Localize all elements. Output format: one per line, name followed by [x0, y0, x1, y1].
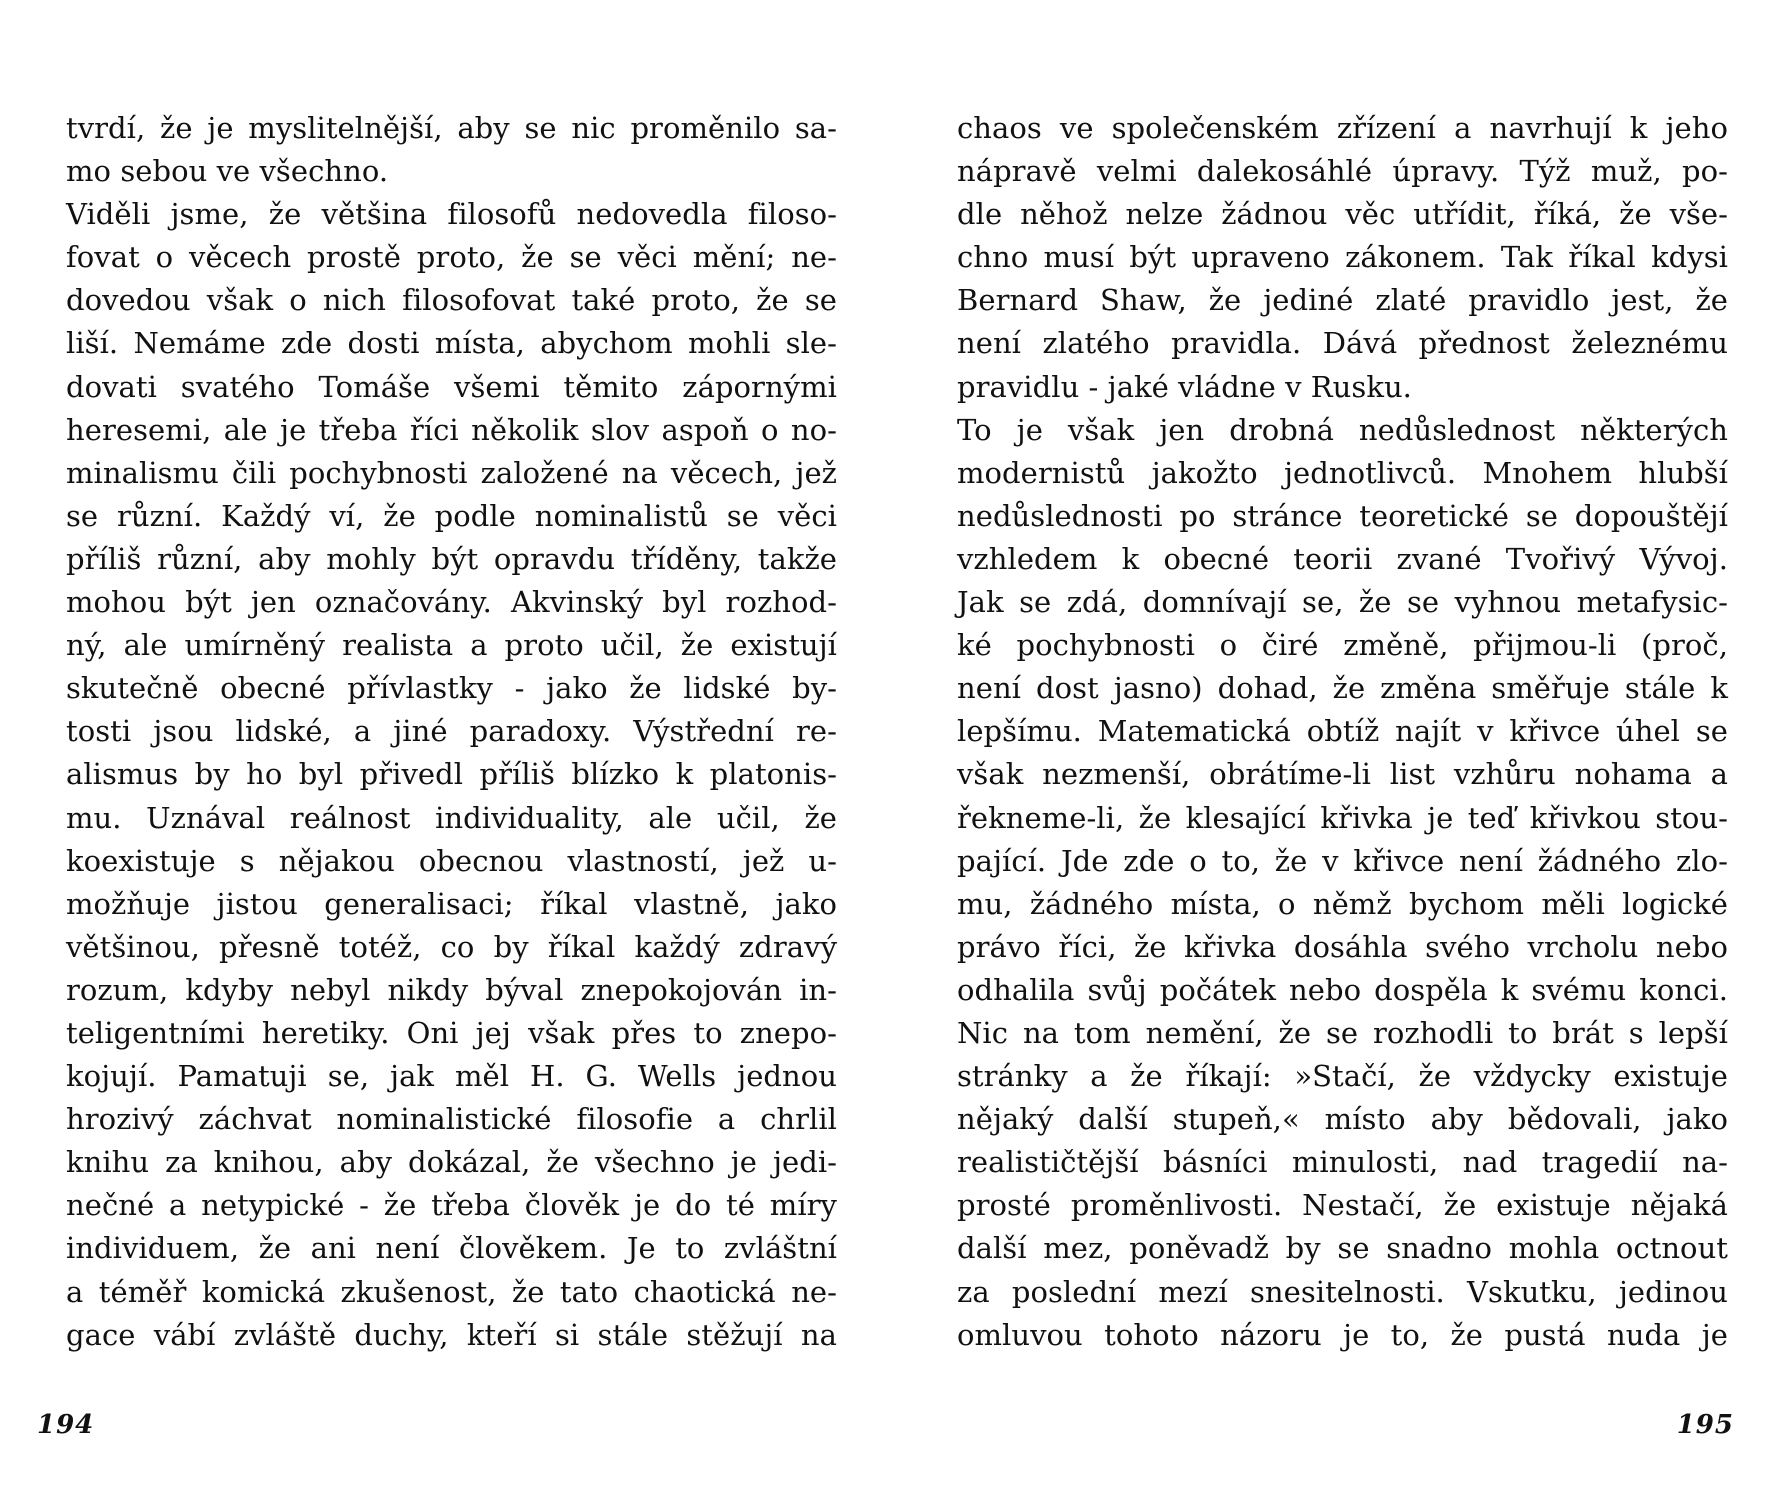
right-page	[893, 0, 1786, 1500]
text-line: Jak se zdá, domnívají se, že se vyhnou metafysic-	[957, 585, 1728, 620]
page-number-right: 195	[1676, 1410, 1734, 1440]
text-line: tosti jsou lidské, a jiné paradoxy. Výstřední re-	[66, 714, 837, 749]
text-line: další mez, poněvadž by se snadno mohla octnout	[957, 1231, 1728, 1266]
text-line: To je však jen drobná nedůslednost některých	[957, 412, 1728, 447]
text-line: se různí. Každý ví, že podle nominalistů se věci	[66, 498, 837, 533]
text-line: Bernard Shaw, že jediné zlaté pravidlo jest, že	[957, 283, 1728, 318]
text-line: většinou, přesně totéž, co by říkal každý zdravý	[66, 929, 837, 964]
text-line: dle něhož nelze žádnou věc utřídit, říká, že vše-	[957, 197, 1728, 232]
text-line: chno musí být upraveno zákonem. Tak říkal kdysi	[957, 240, 1728, 275]
text-line: nedůslednosti po stránce teoretické se dopouštějí	[957, 498, 1728, 533]
text-line: tvrdí, že je myslitelnější, aby se nic proměnilo sa-	[66, 111, 837, 145]
text-line: fovat o věcech prostě proto, že se věci mění; ne-	[66, 240, 837, 275]
text-line: realističtější básníci minulosti, nad tragedií na-	[957, 1145, 1728, 1180]
text-line: hrozivý záchvat nominalistické filosofie a chrlil	[66, 1102, 837, 1137]
text-line: knihu za knihou, aby dokázal, že všechno je jedi-	[66, 1145, 837, 1180]
text-line: koexistuje s nějakou obecnou vlastností, jež u-	[66, 843, 837, 878]
text-line: modernistů jakožto jednotlivců. Mnohem hlubší	[957, 455, 1728, 490]
text-line: rozum, kdyby nebyl nikdy býval znepokojován in-	[66, 972, 837, 1007]
text-line: není zlatého pravidla. Dává přednost železnému	[957, 326, 1728, 361]
text-line: mu, žádného místa, o němž bychom měli logické	[957, 886, 1728, 921]
text-line: skutečně obecné přívlastky - jako že lidské by-	[66, 671, 837, 706]
text-line: heresemi, ale je třeba říci několik slov aspoň o no-	[66, 412, 837, 447]
text-line: dovati svatého Tomáše všemi těmito zápornými	[66, 369, 837, 404]
text-line: chaos ve společenském zřízení a navrhují k jeho	[957, 111, 1728, 145]
text-line: právo říci, že křivka dosáhla svého vrcholu nebo	[957, 929, 1728, 964]
text-line: mu. Uznával reálnost individuality, ale učil, že	[66, 800, 837, 835]
text-line: alismus by ho byl přivedl příliš blízko k platonis-	[66, 757, 837, 792]
text-line: prosté proměnlivosti. Nestačí, že existuje nějaká	[957, 1188, 1728, 1223]
text-line: mohou být jen označovány. Akvinský byl rozhod-	[66, 585, 837, 620]
text-line: dovedou však o nich filosofovat také proto, že se	[66, 283, 837, 318]
text-line: liší. Nemáme zde dosti místa, abychom mohli sle-	[66, 326, 837, 361]
text-line: řekneme-li, že klesající křivka je teď křivkou stou-	[957, 800, 1728, 835]
text-line: mo sebou ve všechno.	[66, 154, 389, 189]
text-line: možňuje jistou generalisaci; říkal vlastně, jako	[66, 886, 837, 921]
text-line: ný, ale umírněný realista a proto učil, že existují	[66, 628, 837, 663]
left-page-text	[66, 107, 837, 1357]
text-line: Nic na tom nemění, že se rozhodli to brát s lepší	[957, 1015, 1728, 1050]
text-line: pravidlu - jaké vládne v Rusku.	[957, 369, 1412, 404]
page-number-left: 194	[37, 1410, 95, 1440]
text-line: omluvou tohoto názoru je to, že pustá nuda je	[957, 1317, 1728, 1352]
text-line: nápravě velmi dalekosáhlé úpravy. Týž muž, po-	[957, 154, 1728, 189]
text-line: však nezmenší, obrátíme-li list vzhůru nohama a	[957, 757, 1728, 792]
text-line: pající. Jde zde o to, že v křivce není žádného zlo-	[957, 843, 1728, 878]
text-line: příliš různí, aby mohly být opravdu tříděny, takže	[66, 541, 837, 576]
text-line: nějaký další stupeň,« místo aby bědovali, jako	[957, 1102, 1728, 1137]
text-line: za poslední mezí snesitelnosti. Vskutku, jedinou	[957, 1274, 1728, 1309]
text-line: minalismu čili pochybnosti založené na věcech, jež	[66, 455, 837, 490]
text-line: ké pochybnosti o čiré změně, přijmou-li (proč,	[957, 628, 1728, 663]
right-page-text	[957, 107, 1728, 1357]
text-line: nečné a netypické - že třeba člověk je do té míry	[66, 1188, 837, 1223]
text-line: Viděli jsme, že většina filosofů nedovedla filoso-	[66, 197, 837, 232]
text-line: kojují. Pamatuji se, jak měl H. G. Wells jednou	[66, 1059, 837, 1094]
text-line: gace vábí zvláště duchy, kteří si stále stěžují na	[66, 1317, 837, 1352]
text-line: individuem, že ani není člověkem. Je to zvláštní	[66, 1231, 837, 1266]
text-line: vzhledem k obecné teorii zvané Tvořivý Vývoj.	[957, 541, 1728, 576]
text-line: teligentními heretiky. Oni jej však přes to znepo-	[66, 1015, 837, 1050]
text-line: lepšímu. Matematická obtíž najít v křivce úhel se	[957, 714, 1728, 749]
text-line: a téměř komická zkušenost, že tato chaotická ne-	[66, 1274, 837, 1309]
text-line: není dost jasno) dohad, že změna směřuje stále k	[957, 671, 1728, 706]
text-line: stránky a že říkají: »Stačí, že vždycky existuje	[957, 1059, 1728, 1094]
text-line: odhalila svůj počátek nebo dospěla k svému konci.	[957, 972, 1728, 1007]
